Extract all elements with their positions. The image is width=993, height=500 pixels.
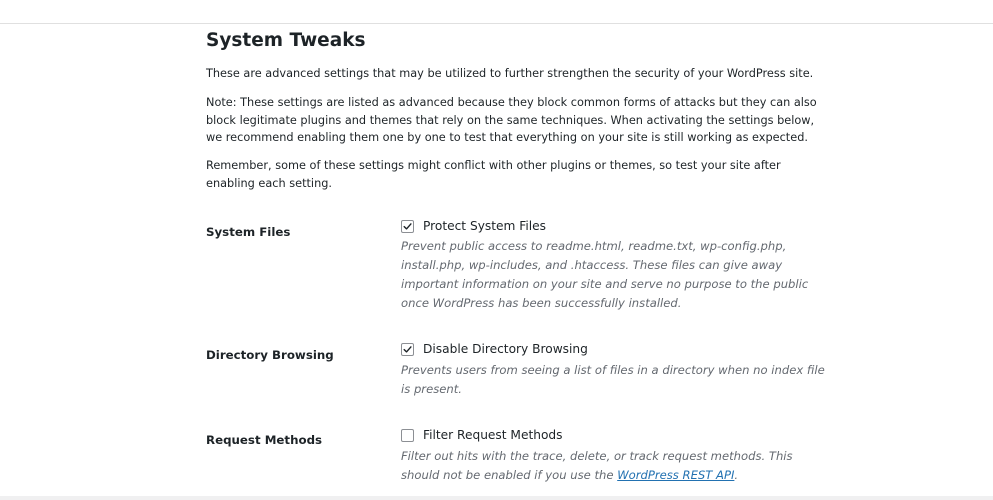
filter-request-methods-option[interactable]	[401, 426, 563, 444]
disable-directory-browsing-checkbox[interactable]	[401, 343, 414, 356]
section-intro: These are advanced settings that may be utilized to further strengthen the security of your WordPress site.	[206, 67, 814, 80]
description-suffix: .	[734, 468, 739, 482]
filter-request-methods-description	[401, 447, 831, 485]
disable-directory-browsing-option[interactable]	[401, 340, 588, 358]
setting-label-system-files: System Files	[206, 225, 291, 239]
header-divider	[0, 23, 993, 24]
protect-system-files-checkbox[interactable]	[401, 220, 414, 233]
checkmark-icon	[402, 344, 413, 355]
filter-request-methods-checkbox[interactable]	[401, 429, 414, 442]
description-text: Filter out hits with the trace, delete, or track request methods. This should not be enabled if you use the	[401, 449, 793, 482]
section-title: System Tweaks	[206, 30, 366, 51]
protect-system-files-description: Prevent public access to readme.html, readme.txt, wp-config.php, install.php, wp-includes, and .htaccess. These files can give away important information on your site and serve no purpose to the public once WordPress has been successfully installed.	[401, 239, 809, 310]
section-reminder: Remember, some of these settings might conflict with other plugins or themes, so test your site after enabling each setting.	[206, 159, 781, 190]
section-note: Note: These settings are listed as advanced because they block common forms of attacks but they can also block legitimate plugins and themes that rely on the same techniques. When activating the settings below, we recommend enabling them one by one to test that everything on your site is still working as expected.	[206, 96, 817, 144]
setting-label-directory-browsing: Directory Browsing	[206, 348, 334, 362]
setting-label-request-methods: Request Methods	[206, 433, 323, 447]
disable-directory-browsing-description: Prevents users from seeing a list of files in a directory when no index file is present.	[401, 363, 825, 396]
footer-divider	[0, 496, 993, 500]
checkmark-icon	[402, 221, 413, 232]
protect-system-files-label: Protect System Files	[423, 219, 547, 233]
disable-directory-browsing-label: Disable Directory Browsing	[423, 342, 588, 356]
protect-system-files-option[interactable]	[401, 217, 546, 235]
filter-request-methods-label: Filter Request Methods	[423, 428, 563, 442]
wordpress-rest-api-link[interactable]: WordPress REST API	[617, 468, 735, 482]
